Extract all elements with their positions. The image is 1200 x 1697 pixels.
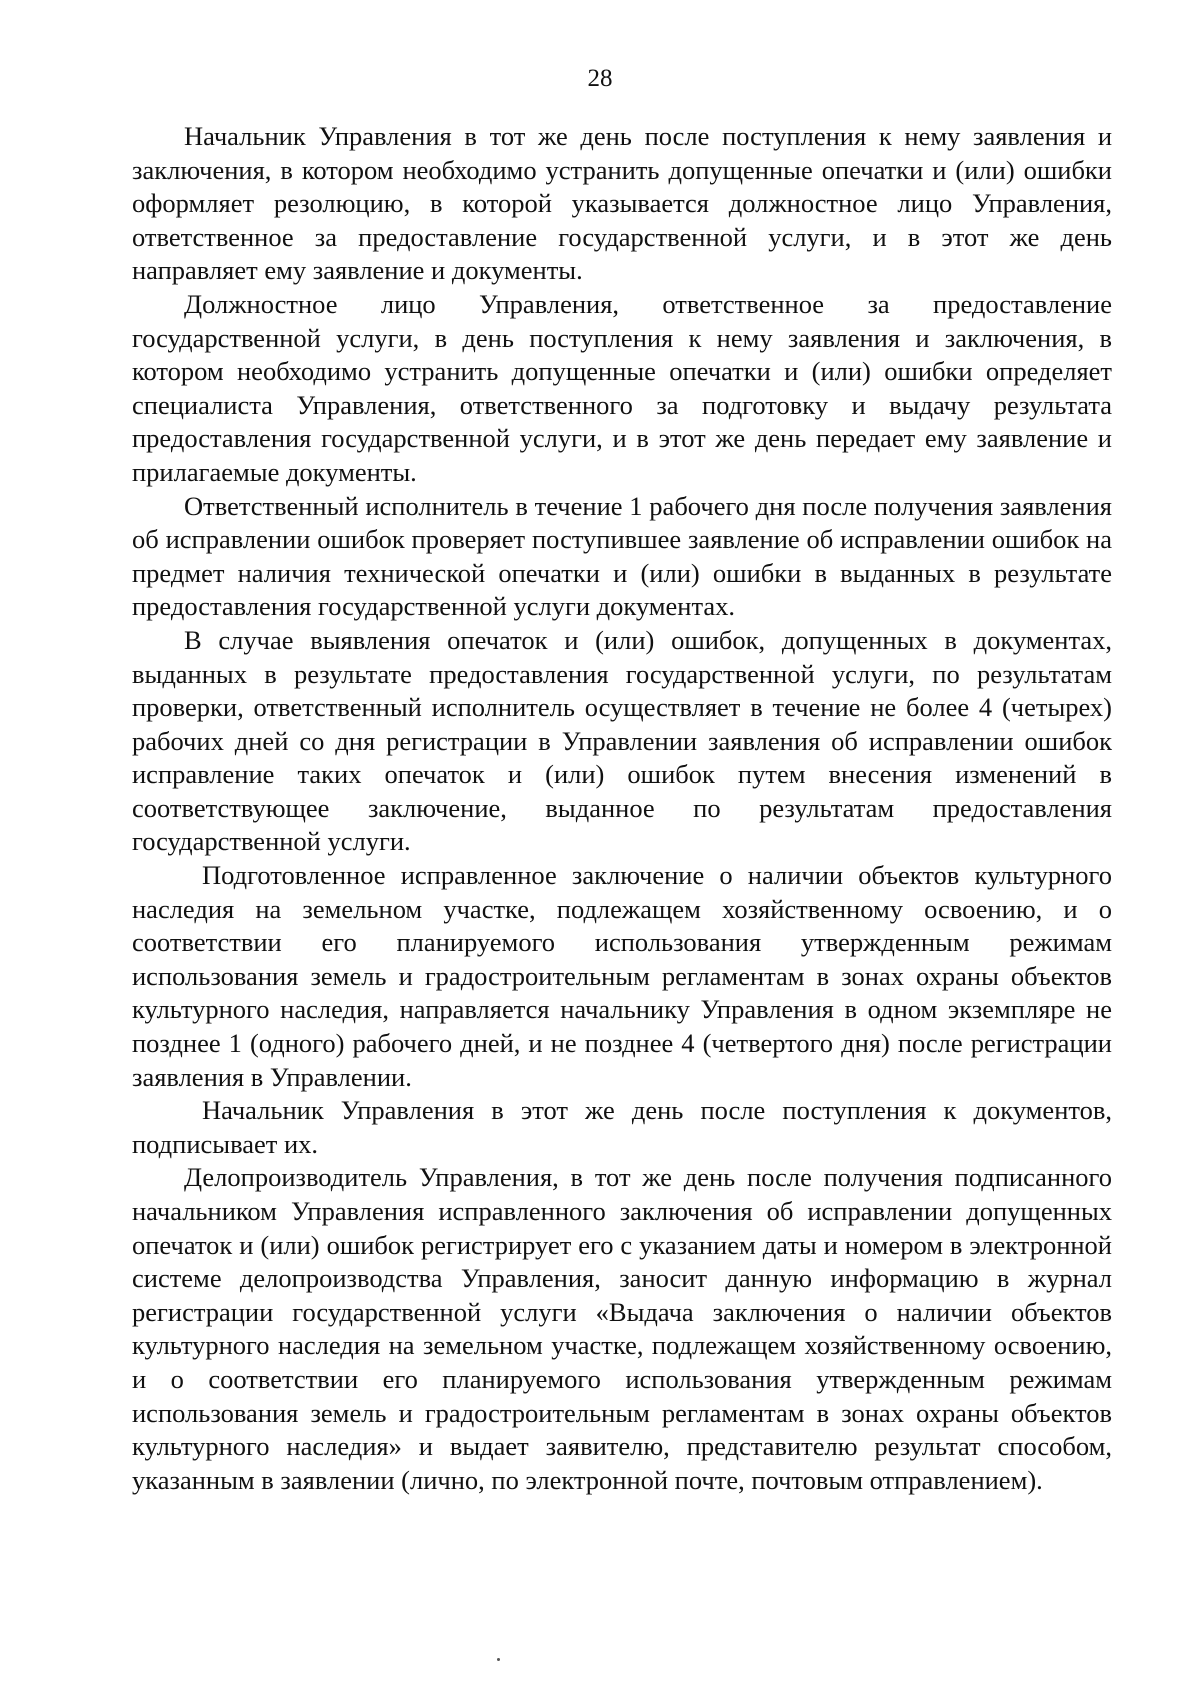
paragraph-3: Ответственный исполнитель в течение 1 рабочего дня после получения заявления об исправлении ошибок проверяет поступившее заявление об исправлении ошибок на предмет наличия технической опечатки и (или) ошибки в выданных в результате предоставления государственной услуги документах. bbox=[132, 490, 1112, 622]
page-number: 28 bbox=[587, 65, 613, 92]
document-body bbox=[132, 120, 1112, 1497]
paragraph-2: Должностное лицо Управления, ответственное за предоставление государственной услуги, в день поступления к нему заявления и заключения, в котором необходимо устранить допущенные опечатки и (или) ошибки определяет специалиста Управления, ответственного за подготовку и выдачу результата предоставления государственной услуги, и в этот же день передает ему заявление и прилагаемые документы. bbox=[132, 288, 1112, 487]
scan-speck bbox=[497, 1658, 500, 1661]
paragraph-6: Начальник Управления в этот же день после поступления к документов, подписывает их. bbox=[132, 1095, 1112, 1159]
paragraph-4: В случае выявления опечаток и (или) ошибок, допущенных в документах, выданных в результате предоставления государственной услуги, по результатам проверки, ответственный исполнитель осуществляет в течение не более 4 (четырех) рабочих дней со дня регистрации в Управлении заявления об исправлении ошибок исправление таких опечаток и (или) ошибок путем внесения изменений в соответствующее заключение, выданное по результатам предоставления государственной услуги. bbox=[132, 624, 1112, 857]
paragraph-1: Начальник Управления в тот же день после поступления к нему заявления и заключения, в котором необходимо устранить допущенные опечатки и (или) ошибки оформляет резолюцию, в которой указывается должностное лицо Управления, ответственное за предоставление государственной услуги, и в этот же день направляет ему заявление и документы. bbox=[132, 121, 1112, 286]
paragraph-7: Делопроизводитель Управления, в тот же день после получения подписанного начальником Управления исправленного заключения об исправлении допущенных опечаток и (или) ошибок регистрирует его с указанием даты и номером в электронной системе делопроизводства Управления, заносит данную информацию в журнал регистрации государственной услуги «Выдача заключения о наличии объектов культурного наследия на земельном участке, подлежащем хозяйственному освоению, и о соответствии его планируемого использования утвержденным режимам использования земель и градостроительным регламентам в зонах охраны объектов культурного наследия» и выдает заявителю, представителю результат способом, указанным в заявлении (лично, по электронной почте, почтовым отправлением). bbox=[132, 1162, 1112, 1495]
paragraph-5: Подготовленное исправленное заключение о наличии объектов культурного наследия на земельном участке, подлежащем хозяйственному освоению, и о соответствии его планируемого использования утвержденным режимам использования земель и градостроительным регламентам в зонах охраны объектов культурного наследия, направляется начальнику Управления в одном экземпляре не позднее 1 (одного) рабочего дней, и не позднее 4 (четвертого дня) после регистрации заявления в Управлении. bbox=[132, 860, 1112, 1092]
